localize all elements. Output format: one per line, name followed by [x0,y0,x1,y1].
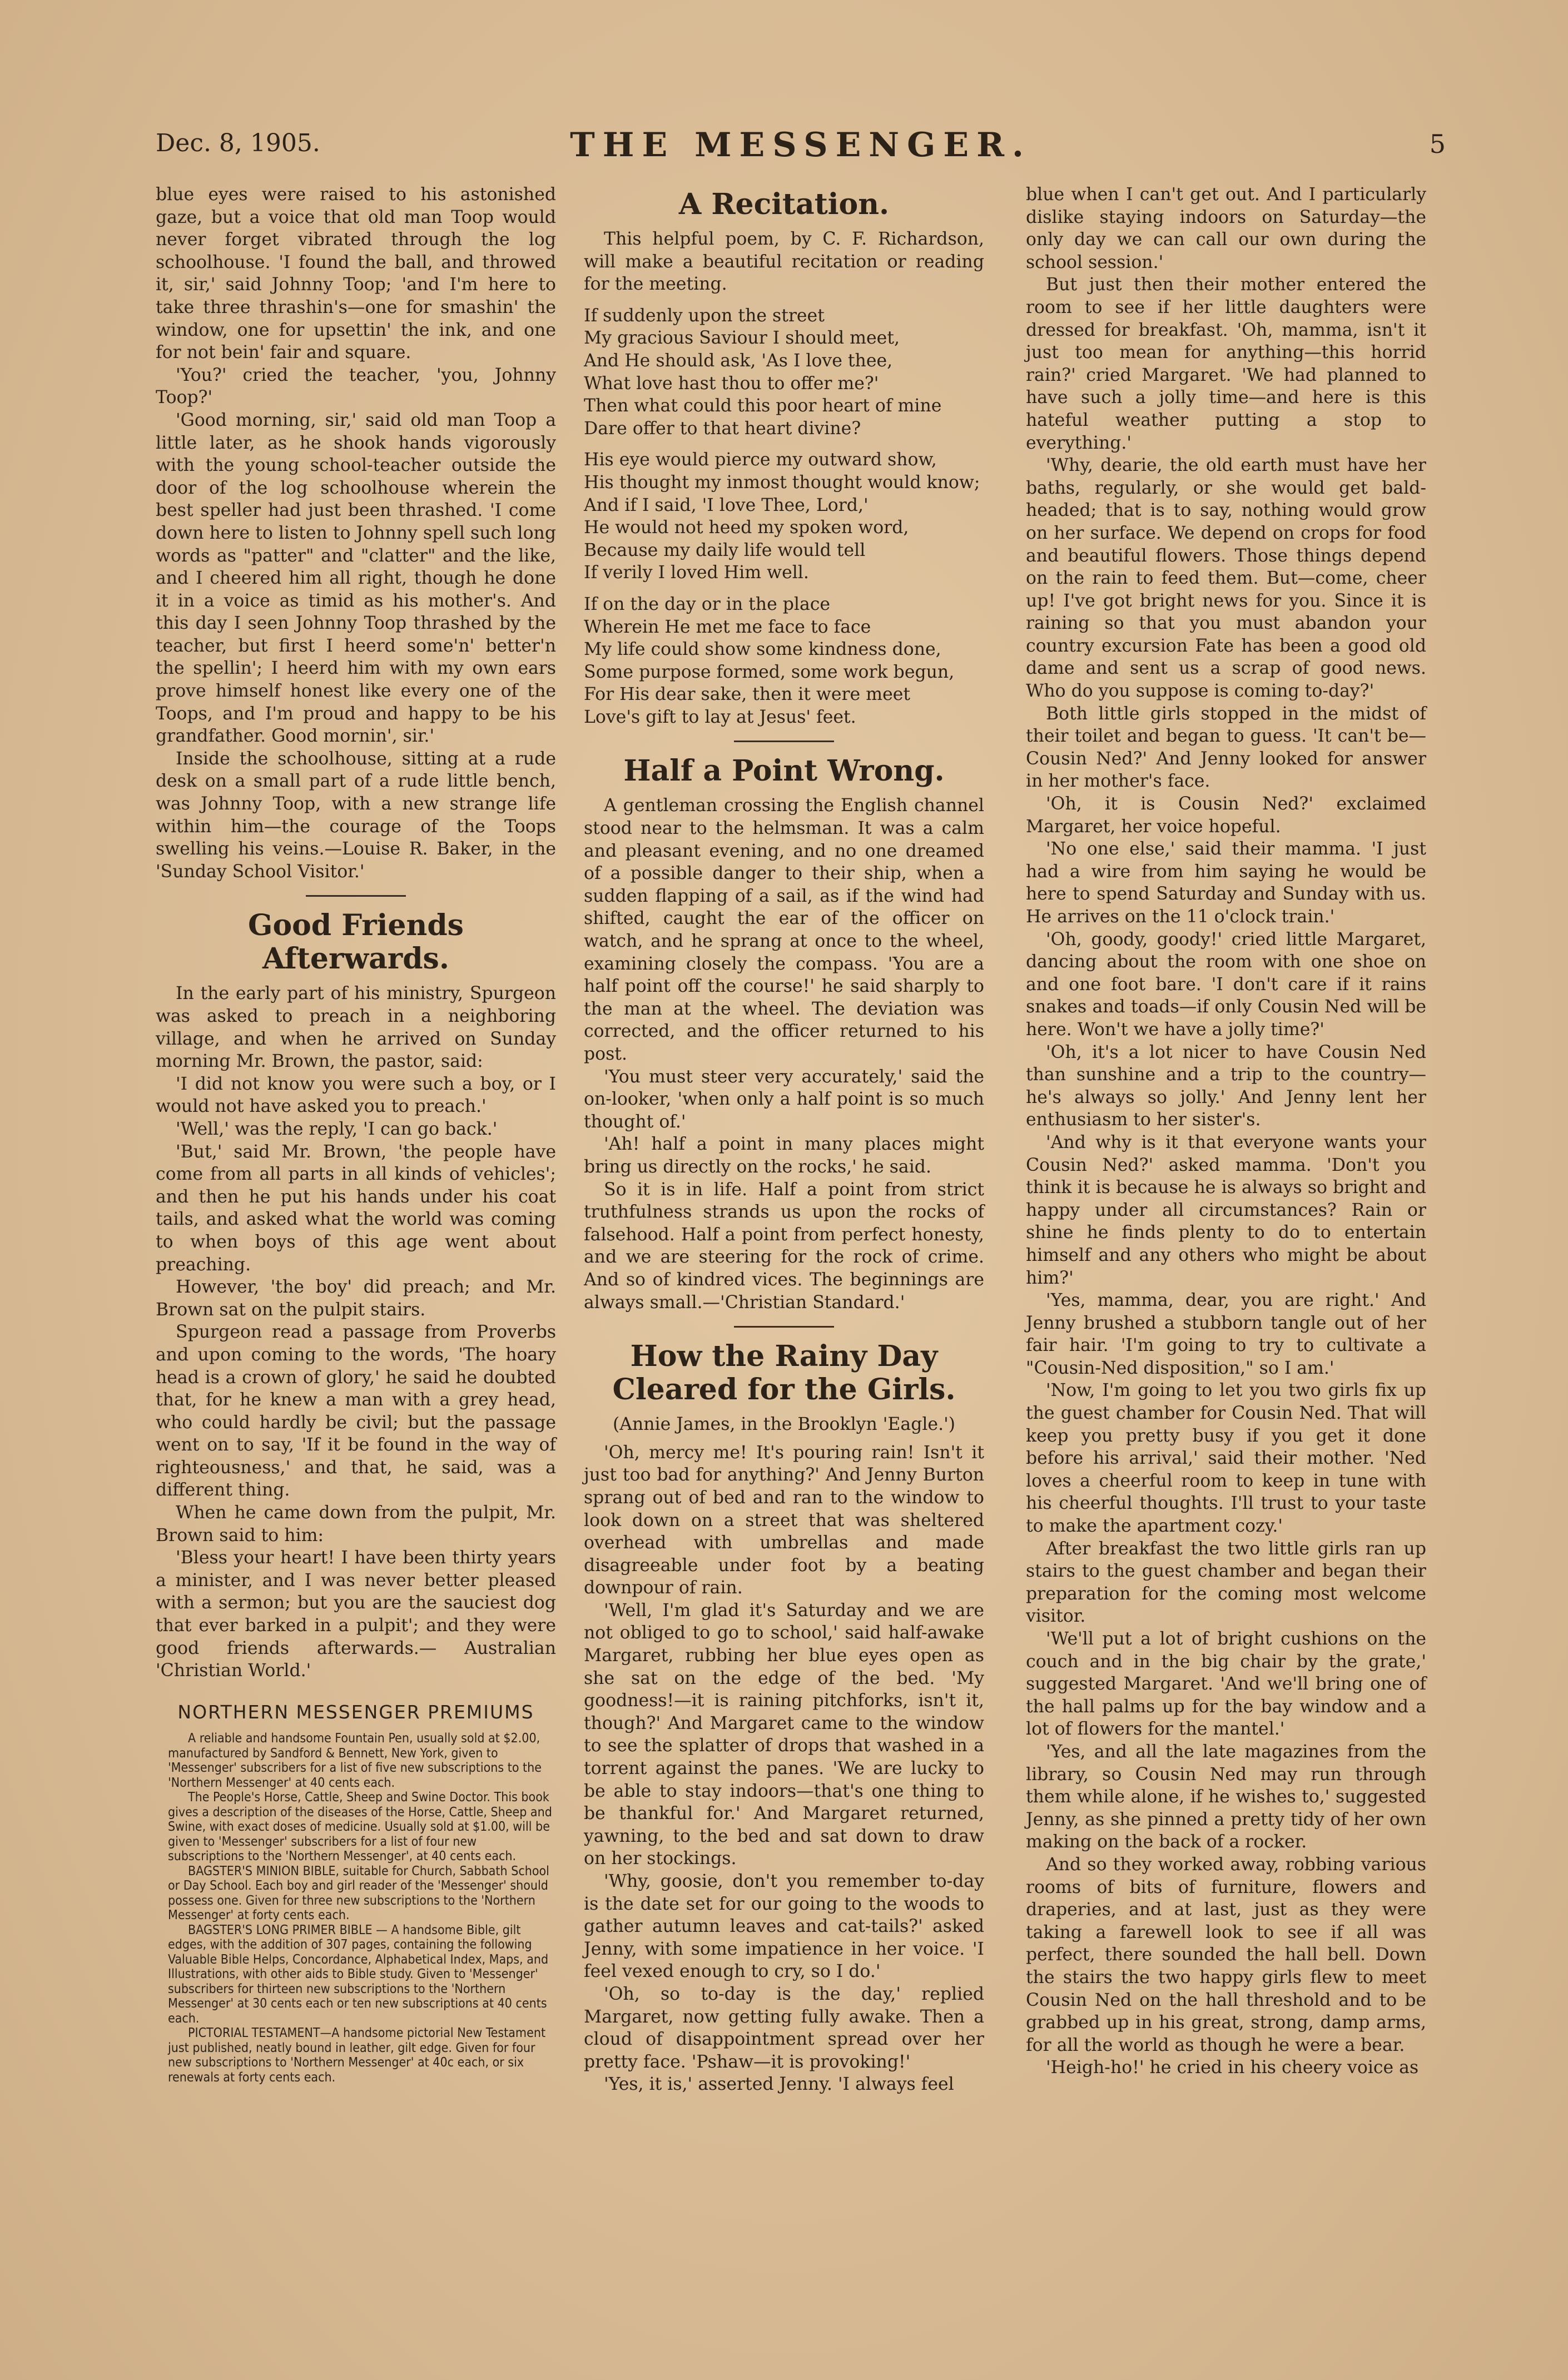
premium-item: The People's Horse, Cattle, Sheep and Swine Doctor. This book gives a description of the diseases of the Horse, Cattle, Sheep and Swine, with exact doses of medicine. Usually sold at $1.00, will be given to 'Messenger' subscribers for a list of four new subscriptions to the 'Northern Messenger', at 40 cents each. [168,1790,552,1864]
paragraph: 'And why is it that everyone wants your Cousin Ned?' asked mamma. 'Don't you think it is because he is always so bright and happy under all circumstances? Rain or shine he finds plenty to do to entertain himself and any others who might be about him?' [1026,1132,1426,1288]
paragraph: 'Why, goosie, don't you remember to-day is the date set for our going to the woods to gather autumn leaves and cat-tails?' asked Jenny, with some impatience in her voice. 'I feel vexed enough to cry, so I do.' [584,1871,984,1982]
divider [306,895,406,897]
page-header [156,126,1446,168]
poem-line: Then what could this poor heart of mine [584,396,942,416]
paragraph: 'Good morning, sir,' said old man Toop a little later, as he shook hands vigorously with the young school-teacher outside the door of the log schoolhouse wherein the best speller had just been thrashed. 'I come down here to listen to Johnny spell such long words as "patter" and "clatter" and the like, and I cheered him all right, though he done it in a voice as timid as his mother's. And this day I seen Johnny Toop thrashed by the teacher, but first I heerd some'n' better'n the spellin'; I heerd him with my own ears prove himself honest like every one of the Toops, and I'm proud and happy to be his grandfather. Good mornin', sir.' [156,410,556,747]
issue-date: Dec. 8, 1905. [156,129,320,157]
premiums-heading: NORTHERN MESSENGER PREMIUMS [177,1701,534,1723]
paragraph: However, 'the boy' did preach; and Mr. Brown sat on the pulpit stairs. [156,1277,556,1320]
paragraph: So it is in life. Half a point from strict truthfulness strands us upon the rocks of falsehood. Half a point from perfect honesty, and we are steering for the rock of crime. And so of kindred vices. The beginnings are always small.—'Christian Standard.' [584,1179,984,1313]
poem-line: His eye would pierce my outward show, [584,450,937,470]
poem-line: For His dear sake, then it were meet [584,684,911,705]
article-title-recitation: A Recitation. [678,187,890,221]
paragraph: In the early part of his ministry, Spurgeon was asked to preach in a neighboring village, and when he arrived on Sunday morning Mr. Brown, the pastor, said: [156,983,556,1072]
poem-line: Wherein He met me face to face [584,617,871,637]
paragraph: 'Oh, goody, goody!' cried little Margaret, dancing about the room with one shoe on and one foot bare. 'I don't care if it rains snakes and toads—if only Cousin Ned will be here. Won't we have a jolly time?' [1026,929,1426,1040]
paragraph: 'No one else,' said their mamma. 'I just had a wire from him saying he would be here to spend Saturday and Sunday with us. He arrives on the 11 o'clock train.' [1026,839,1426,927]
paragraph: blue eyes were raised to his astonished gaze, but a voice that old man Toop would never forget vibrated through the log schoolhouse. 'I found the ball, and throwed it, sir,' said Johnny Toop; 'and I'm here to take three thrashin's—one for smashin' the window, one for upsettin' the ink, and one for not bein' fair and square. [156,185,556,363]
column-1 [156,183,556,2085]
poem-line: Because my daily life would tell [584,540,866,560]
paragraph: And so they worked away, robbing various rooms of bits of furniture, flowers and draperies, and at last, just as they were taking a farewell look to see if all was perfect, there sounded the hall bell. Down the stairs the two happy girls flew to meet Cousin Ned on the hall threshold and to be grabbed up in his great, strong, damp arms, for all the world as though he were a bear. [1026,1854,1426,2055]
paragraph: 'Oh, it is Cousin Ned?' exclaimed Margaret, her voice hopeful. [1026,794,1426,837]
paragraph: 'Yes, it is,' asserted Jenny. 'I always feel [604,2074,954,2095]
paragraph: 'Oh, so to-day is the day,' replied Margaret, now getting fully awake. Then a cloud of disappointment spread over her pretty face. 'Pshaw—it is provoking!' [584,1984,984,2072]
premium-item: PICTORIAL TESTAMENT—A handsome pictorial New Testament just published, neatly bound in leather, gilt edge. Given for four new subscriptions to 'Northern Messenger' at 40c each, or six renewals at forty cents each. [168,2026,546,2085]
column-3 [1026,183,1426,2079]
page-number: 5 [1429,129,1446,159]
poem-line: If on the day or in the place [584,594,831,614]
poem-stanza [584,449,984,584]
paragraph: 'You must steer very accurately,' said the on-looker, 'when only a half point is so much thought of.' [584,1066,984,1132]
premium-item: BAGSTER'S LONG PRIMER BIBLE — A handsome Bible, gilt edges, with the addition of 307 pages, containing the following Valuable Bible Helps, Concordance, Alphabetical Index, Maps, and Illustrations, with other aids to Bible study. Given to 'Messenger' subscribers for thirteen new subscriptions to the 'Northern Messenger' at 30 cents each or ten new subscriptions at 40 cents each. [168,1922,549,2026]
poem-stanza [584,305,984,440]
paragraph: 'Bless your heart! I have been thirty years a minister, and I was never better pleased with a sermon; but you are the sauciest dog that ever barked in a pulpit'; and they were good friends afterwards.— Australian 'Christian World.' [156,1548,556,1681]
poem-line: My life could show some kindness done, [584,639,941,660]
paragraph: 'We'll put a lot of bright cushions on the couch and in the big chair by the grate,' suggested Margaret. 'And we'll bring one of the hall palms up for the bay window and a lot of flowers for the mantel.' [1026,1629,1426,1740]
premium-item: A reliable and handsome Fountain Pen, usually sold at $2.00, manufactured by Sandford & Bennett, New York, given to 'Messenger' subscribers for a list of five new subscriptions to the 'Northern Messenger' at 40 cents each. [168,1731,542,1790]
poem-line: And if I said, 'I love Thee, Lord,' [584,495,869,515]
poem-line: If verily I loved Him well. [584,563,809,583]
paragraph: Spurgeon read a passage from Proverbs and upon coming to the words, 'The hoary head is a crown of glory,' he said he doubted that, for he knew a man with a grey head, who could hardly be civil; but the passage went on to say, 'If it be found in the way of righteousness,' and that, he said, was a different thing. [156,1322,556,1500]
paragraph: 'But,' said Mr. Brown, 'the people have come from all parts in all kinds of vehicles'; and then he put his hands under his coat tails, and asked what the world was coming to when boys of this age went about preaching. [156,1141,556,1275]
paragraph: Both little girls stopped in the midst of their toilet and began to guess. 'It can't be—Cousin Ned?' And Jenny looked for answer in her mother's face. [1026,703,1426,792]
poem-line: My gracious Saviour I should meet, [584,328,900,349]
poem-line: Love's gift to lay at Jesus' feet. [584,707,856,727]
paragraph: Inside the schoolhouse, sitting at a rude desk on a small part of a rude little bench, was Johnny Toop, with a new strange life within him—the courage of the Toops swelling his veins.—Louise R. Baker, in the 'Sunday School Visitor.' [156,748,556,882]
paragraph: When he came down from the pulpit, Mr. Brown said to him: [156,1503,556,1546]
article-title-rainy-day: How the Rainy Day Cleared for the Girls. [612,1339,956,1407]
paragraph: 'Well, I'm glad it's Saturday and we are not obliged to go to school,' said half-awake Margaret, rubbing her blue eyes open as she sat on the edge of the bed. 'My goodness!—it is raining pitchforks, isn't it, though?' And Margaret came to the window to see the splatter of drops that washed in a torrent against the panes. 'We are lucky to be able to stay indoors—that's one thing to be thankful for.' And Margaret returned, yawning, to the bed and sat down to draw on her stockings. [584,1600,984,1869]
paragraph: 'Why, dearie, the old earth must have her baths, regularly, or she would get bald-headed; that is to say, nothing would grow on her surface. We depend on crops for food and beautiful flowers. Those things depend on the rain to feed them. But—come, cheer up! I've got bright news for you. Since it is raining so that you must abandon your country excursion Fate has been a good old dame and sent us a scrap of good news. Who do you suppose is coming to-day?' [1026,455,1426,702]
poem-line: His thought my inmost thought would know; [584,472,980,493]
paragraph: 'Yes, and all the late magazines from the library, so Cousin Ned may run through them while alone, if he wishes to,' suggested Jenny, as she pinned a pretty tidy of her own making on the back of a rocker. [1026,1741,1426,1852]
poem-line: Dare offer to that heart divine? [584,418,861,439]
paragraph: blue when I can't get out. And I particularly dislike staying indoors on Saturday—the only day we can call our own during the school session.' [1026,185,1426,272]
paragraph: 'Now, I'm going to let you two girls fix up the guest chamber for Cousin Ned. That will keep you pretty busy if you get it done before his arrival,' said their mother. 'Ned loves a cheerful room to keep in tune with his cheerful thoughts. I'll trust to your taste to make the apartment cozy.' [1026,1380,1426,1537]
paragraph: 'Ah! half a point in many places might bring us directly on the rocks,' he said. [584,1134,984,1177]
divider [734,1326,834,1328]
byline: (Annie James, in the Brooklyn 'Eagle.') [612,1414,956,1435]
paragraph: 'Oh, mercy me! It's pouring rain! Isn't it just too bad for anything?' And Jenny Burton sprang out of bed and ran to the window to look down on a street that was sheltered overhead with umbrellas and made disagreeable under foot by a beating downpour of rain. [584,1442,984,1598]
paragraph: 'Oh, it's a lot nicer to have Cousin Ned than sunshine and a trip to the country—he's always so jolly.' And Jenny lent her enthusiasm to her sister's. [1026,1042,1426,1130]
masthead-title: THE MESSENGER. [570,126,1031,165]
poem-line: He would not heed my spoken word, [584,518,909,538]
divider [734,741,834,742]
paragraph: A gentleman crossing the English channel stood near to the helmsman. It was a calm and pleasant evening, and no one dreamed of a possible danger to their ship, when a sudden flapping of a sail, as if the wind had shifted, caught the ear of the officer on watch, and he sprang at once to the wheel, examining closely the compass. 'You are a half point off the course!' he said sharply to the man at the wheel. The deviation was corrected, and the officer returned to his post. [584,796,984,1064]
poem-intro: This helpful poem, by C. F. Richardson, will make a beautiful recitation or reading for the meeting. [584,229,984,295]
paragraph: 'Heigh-ho!' he cried in his cheery voice as [1046,2058,1419,2078]
poem-line: Some purpose formed, some work begun, [584,662,955,682]
article-title-good-friends: Good Friends Afterwards. [248,908,464,976]
column-2 [584,183,984,2096]
paragraph: After breakfast the two little girls ran up stairs to the guest chamber and began their preparation for the coming most welcome visitor. [1026,1538,1426,1627]
poem-stanza [584,593,984,729]
premium-item: BAGSTER'S MINION BIBLE, suitable for Church, Sabbath School or Day School. Each boy and girl reader of the 'Messenger' should possess one. Given for three new subscriptions to the 'Northern Messenger' at forty cents each. [168,1864,549,1923]
paragraph: But just then their mother entered the room to see if her little daughters were dressed for breakfast. 'Oh, mamma, isn't it just too mean for anything—this horrid rain?' cried Margaret. 'We had planned to have such a jolly time—and here is this hateful weather putting a stop to everything.' [1026,275,1426,453]
article-title-half-point: Half a Point Wrong. [623,754,945,788]
paragraph: 'Well,' was the reply, 'I can go back.' [176,1119,498,1139]
paragraph: 'I did not know you were such a boy, or I would not have asked you to preach.' [156,1074,556,1117]
poem-line: And He should ask, 'As I love thee, [584,350,893,371]
paragraph: 'Yes, mamma, dear, you are right.' And Jenny brushed a stubborn tangle out of her fair hair. 'I'm going to try to cultivate a "Cousin-Ned disposition," so I am.' [1026,1290,1426,1378]
poem-line: If suddenly upon the street [584,305,825,326]
paragraph: 'You?' cried the teacher, 'you, Johnny Toop?' [156,365,556,408]
poem-line: What love hast thou to offer me?' [584,373,879,394]
